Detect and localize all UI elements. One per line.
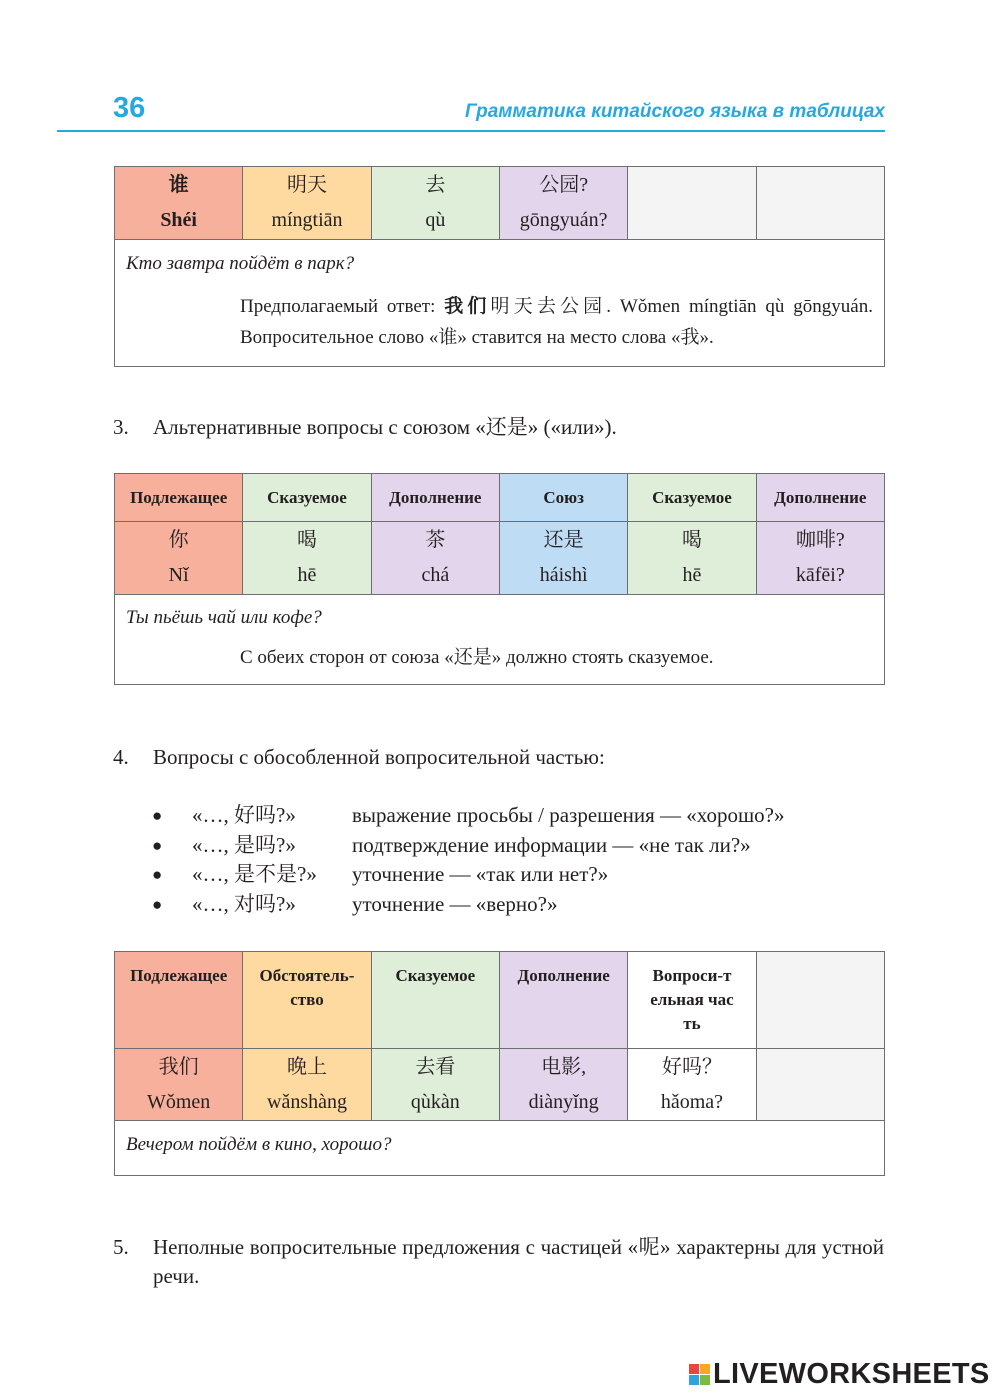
translation: Вечером пойдём в кино, хорошо? xyxy=(126,1134,392,1155)
table-cell: 还是 háishì xyxy=(499,522,627,595)
table-alternative-questions xyxy=(114,473,885,685)
bullet-icon: ● xyxy=(152,865,163,884)
section-3-heading: 3. Альтернативные вопросы с союзом «还是» («или»). xyxy=(113,415,617,439)
empty-cell xyxy=(628,167,756,240)
note-cell xyxy=(115,595,885,685)
empty-cell xyxy=(756,1049,884,1121)
table-tag-questions xyxy=(114,951,885,1176)
table-note-row xyxy=(115,595,885,685)
section-4-heading: 4. Вопросы с обособленной вопросительной частью: xyxy=(113,745,605,769)
empty-cell xyxy=(756,167,884,240)
table-cell: 茶 chá xyxy=(371,522,499,595)
empty-cell xyxy=(756,952,884,1049)
column-header: Союз xyxy=(499,474,627,522)
bullet-icon: ● xyxy=(152,806,163,825)
column-header: Сказуемое xyxy=(243,474,371,522)
bullet-icon: ● xyxy=(152,835,163,855)
note-cell xyxy=(115,1121,885,1176)
table-cell: 好吗？ hǎoma? xyxy=(628,1049,756,1121)
table-who xyxy=(114,166,885,367)
page-number: 36 xyxy=(113,92,146,124)
bullet-icon: ● xyxy=(152,894,163,914)
book-title: Грамматика китайского языка в таблицах xyxy=(464,101,885,122)
table-cell: 咖啡? kāfēi? xyxy=(756,522,884,595)
table-cell: 晚上 wǎnshàng xyxy=(243,1049,371,1121)
column-header: Дополнение xyxy=(371,474,499,522)
column-header: Вопроси-тельная часть xyxy=(628,952,756,1049)
table-cell: 你 Nǐ xyxy=(115,522,243,595)
table-cell: 我们 Wǒmen xyxy=(115,1049,243,1121)
table-cell: 谁 Shéi xyxy=(115,167,243,240)
column-header: Обстоятель-ство xyxy=(243,952,371,1049)
column-header: Сказуемое xyxy=(628,474,756,522)
table-note-row xyxy=(115,1121,885,1176)
translation: Ты пьёшь чай или кофе? xyxy=(126,607,322,628)
column-header: Сказуемое xyxy=(371,952,499,1049)
liveworksheets-logo: LIVEWORKSHEETS xyxy=(689,1358,990,1391)
table-cell: 喝 hē xyxy=(243,522,371,595)
explanation: Предполагаемый ответ: 我们明天去公园. Wǒmen míngtiān qù gōngyuán. Вопросительное слово «谁» ставится на место слова «我». xyxy=(240,296,873,348)
logo-icon xyxy=(689,1364,710,1385)
table-cell: 去 qù xyxy=(371,167,499,240)
note-cell xyxy=(115,240,885,367)
column-header: Подлежащее xyxy=(115,952,243,1049)
column-header: Дополнение xyxy=(499,952,627,1049)
table-note-row xyxy=(115,240,885,367)
table-cell: 去看 qùkàn xyxy=(371,1049,499,1121)
table-row xyxy=(115,1049,885,1121)
table-cell: 明天 míngtiān xyxy=(243,167,371,240)
explanation: С обеих сторон от союза «还是» должно стоять сказуемое. xyxy=(240,647,714,668)
table-cell: 电影, diànyǐng xyxy=(499,1049,627,1121)
translation: Кто завтра пойдёт в парк? xyxy=(126,253,355,274)
table-row xyxy=(115,522,885,595)
table-cell: 公园? gōngyuán? xyxy=(499,167,627,240)
header-divider xyxy=(57,130,885,132)
table-header-row xyxy=(115,952,885,1049)
section-5-heading: 5. Неполные вопросительные предложения с частицей «呢» характерны для устной речи. xyxy=(113,1235,884,1288)
column-header: Подлежащее xyxy=(115,474,243,522)
table-row xyxy=(115,167,885,240)
column-header: Дополнение xyxy=(756,474,884,522)
table-cell: 喝 hē xyxy=(628,522,756,595)
table-header-row xyxy=(115,474,885,522)
